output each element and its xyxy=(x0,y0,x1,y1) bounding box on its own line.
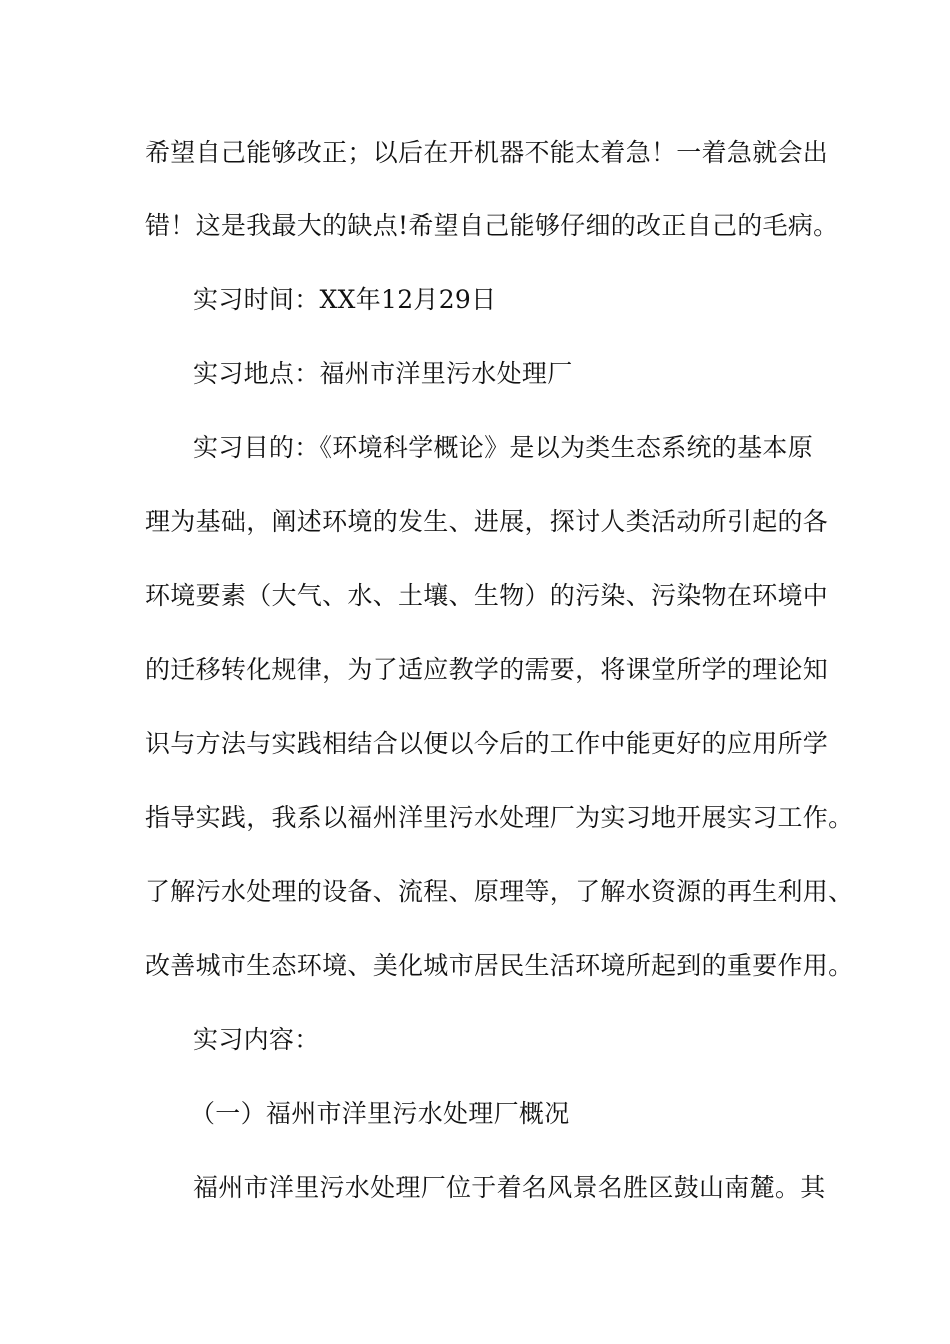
paragraph-line: 改善城市生态环境、美化城市居民生活环境所起到的重要作用。 xyxy=(145,951,854,980)
internship-time: 实习时间：XX年12月29日 xyxy=(193,285,497,314)
internship-purpose-line: 实习目的：《环境科学概论》是以为类生态系统的基本原 xyxy=(193,433,814,462)
internship-content-heading: 实习内容： xyxy=(193,1025,320,1054)
paragraph-line: 希望自己能够改正；以后在开机器不能太着急！一着急就会出 xyxy=(145,138,829,167)
paragraph-line: 了解污水处理的设备、流程、原理等，了解水资源的再生利用、 xyxy=(145,877,854,906)
section-heading: （一）福州市洋里污水处理厂概况 xyxy=(190,1099,570,1128)
paragraph-line: 理为基础，阐述环境的发生、进展，探讨人类活动所引起的各 xyxy=(145,507,829,536)
paragraph-line: 福州市洋里污水处理厂位于着名风景名胜区鼓山南麓。其 xyxy=(193,1173,826,1202)
paragraph-line: 错！这是我最大的缺点!希望自己能够仔细的改正自己的毛病。 xyxy=(145,211,839,240)
paragraph-line: 的迁移转化规律，为了适应教学的需要，将课堂所学的理论知 xyxy=(145,655,829,684)
paragraph-line: 识与方法与实践相结合以便以今后的工作中能更好的应用所学 xyxy=(145,729,829,758)
internship-location: 实习地点：福州市洋里污水处理厂 xyxy=(193,359,573,388)
paragraph-line: 指导实践，我系以福州洋里污水处理厂为实习地开展实习工作。 xyxy=(145,803,854,832)
paragraph-line: 环境要素（大气、水、土壤、生物）的污染、污染物在环境中 xyxy=(145,581,829,610)
